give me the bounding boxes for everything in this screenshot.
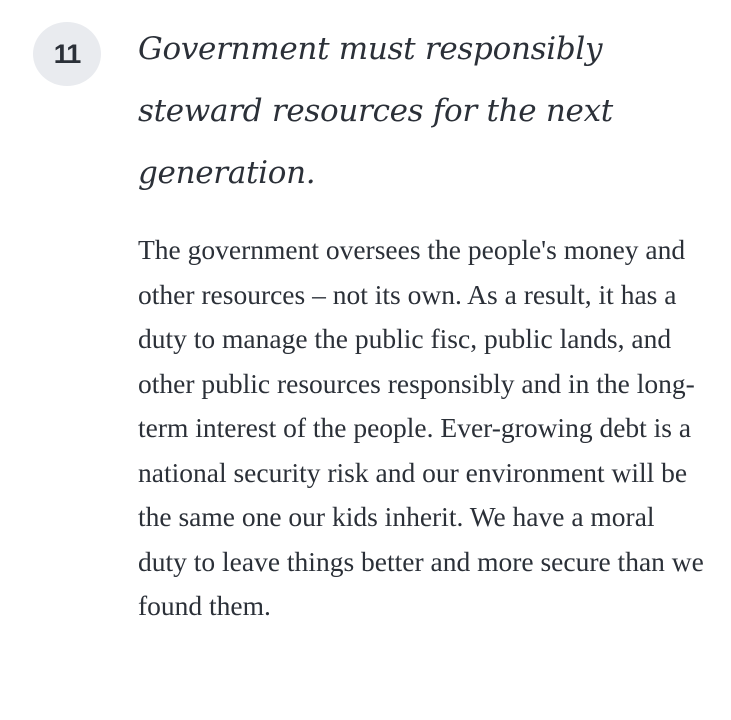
item-number: 11: [53, 38, 81, 69]
principle-content: [138, 18, 708, 629]
principle-body: The government oversees the people's money and other resources – not its own. As a result, it has a duty to manage the public fisc, public lands, and other public resources responsibly and in the long-term interest of the people. Ever-growing debt is a national security risk and our environment will be the same one our kids inherit. We have a moral duty to leave things better and more secure than we found them.: [138, 234, 704, 621]
principle-heading: Government must responsibly steward resources for the next generation.: [138, 31, 613, 191]
item-number-badge: [33, 22, 101, 86]
